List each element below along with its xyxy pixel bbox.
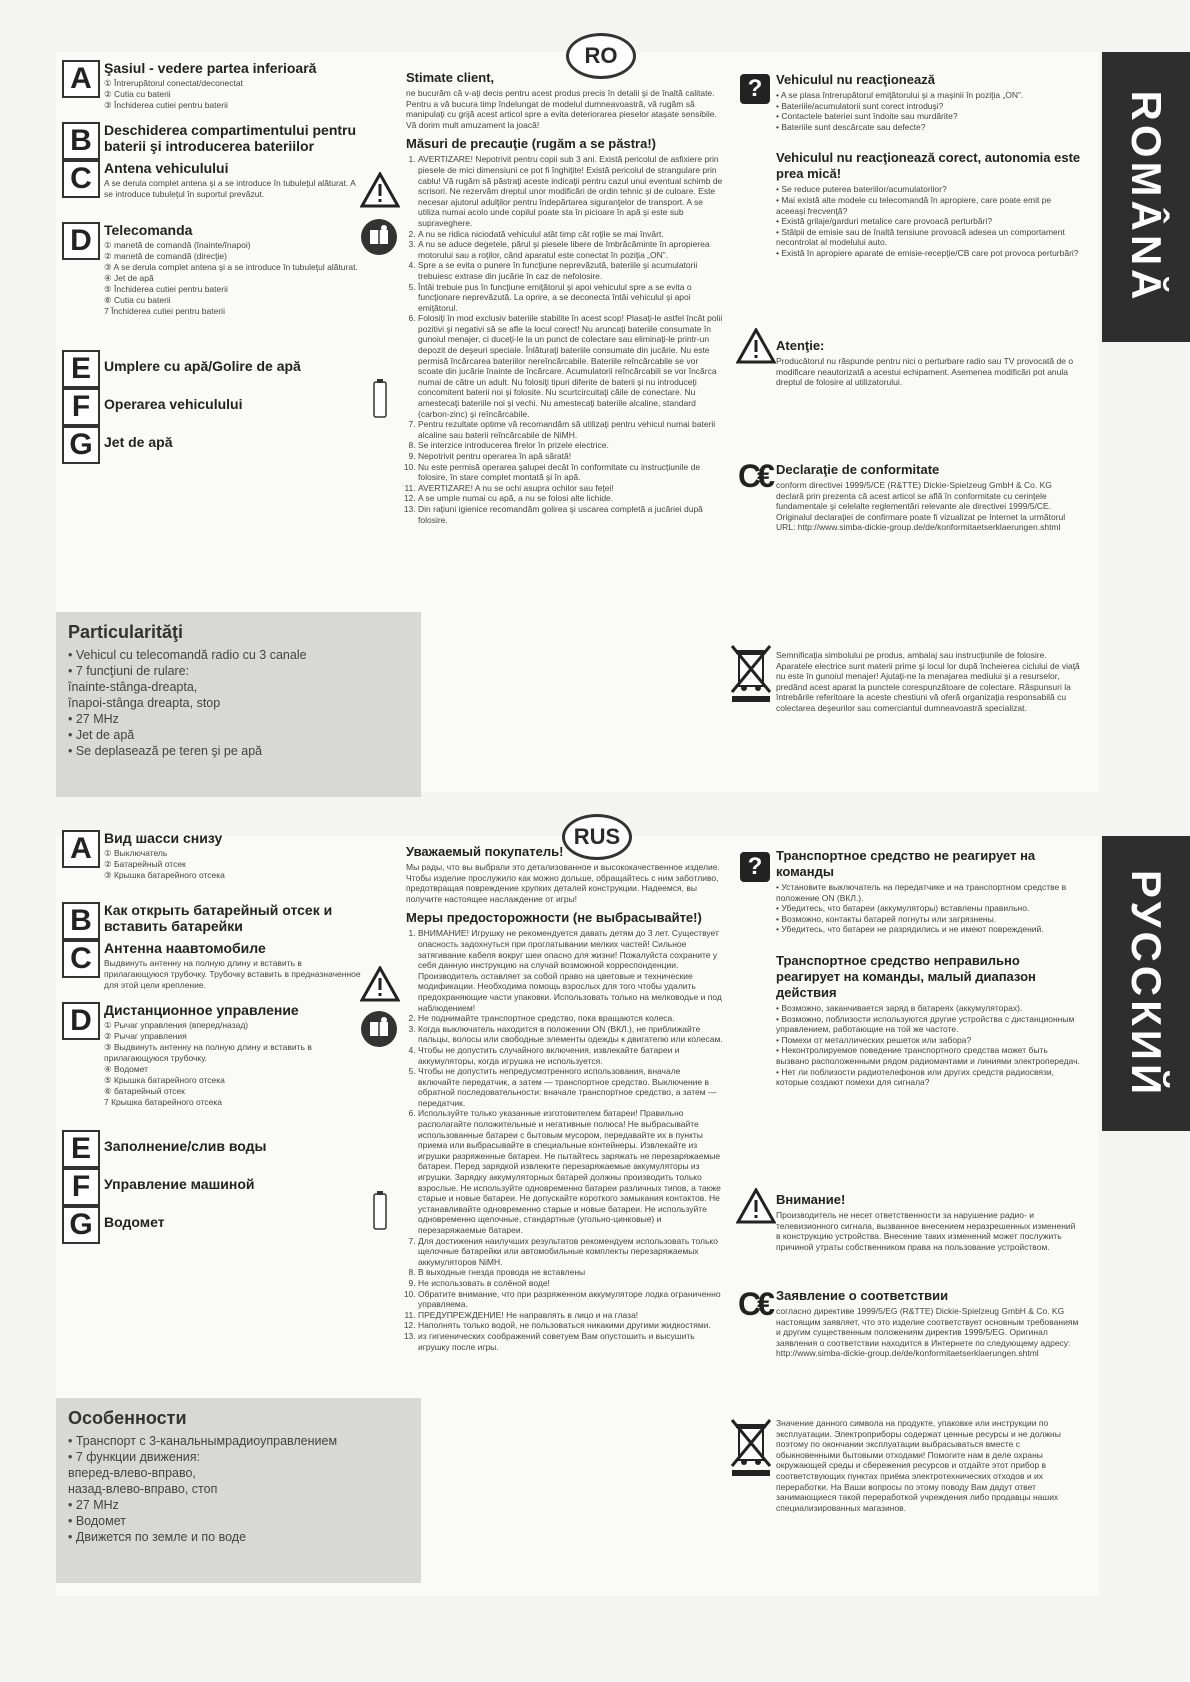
section-title: Telecomanda	[104, 222, 193, 238]
no-react-title: Vehiculul nu reacţionează	[776, 72, 935, 87]
list-item: • Возможно, поблизости используются другие устройства с дистанционным управлением, работающие на той же частоте.	[776, 1013, 1075, 1035]
ro-troubleshoot	[776, 72, 1081, 259]
attention-title: Внимание!	[776, 1192, 846, 1207]
section-letter: E	[62, 1130, 100, 1168]
ru-language-label: РУССКИЙ	[1123, 869, 1170, 1098]
section-letter: G	[62, 426, 100, 464]
list-item: ② manetă de comandă (direcţie)	[104, 251, 227, 261]
warning-icon	[360, 966, 400, 1002]
ru-section-c	[62, 940, 362, 991]
list-item: ① Рычаг управления (вперед/назад)	[104, 1020, 249, 1030]
precaution-item: 3. A nu se aduce degetele, părul şi piesele libere de îmbrăcăminte în apropierea motorului sau a roţilor, când aparatul este conectat în poziţia „ON”.	[418, 239, 724, 260]
section-letter: F	[62, 1168, 100, 1206]
feature-item: • Транспорт с 3-канальнымрадиоуправлением	[68, 1434, 338, 1448]
ro-language-tab	[1102, 52, 1190, 342]
section-title: Operarea vehiculului	[104, 396, 243, 412]
precaution-item: 3. Когда выключатель находится в положении ON (ВКЛ.), не приближайте пальцы, волосы или свободные элементы одежды к двигателю или колесам.	[418, 1024, 724, 1045]
precaution-item: 2. A nu se ridica niciodată vehiculul atât timp cât roţile se mai învârt.	[418, 229, 724, 240]
feature-item: • Vehicul cu telecomandă radio cu 3 canale	[68, 648, 307, 662]
ro-section-e	[62, 350, 362, 385]
ru-section-g	[62, 1206, 362, 1241]
section-title: Deschiderea compartimentului pentru baterii şi introducerea bateriilor	[104, 122, 357, 154]
section-description: A se derula complet antena şi a se introduce în tubuleţul alăturat. A se introduce tubuleţul în suportul prevăzut.	[104, 178, 356, 199]
feature-item: • 27 MHz	[68, 1498, 119, 1512]
list-item: • Bateriile/acumulatorii sunt corect introduşi?	[776, 100, 944, 111]
precaution-item: 9. Nepotrivit pentru operarea în apă sărată!	[418, 451, 724, 462]
precaution-item: 6. Используйте только указанные изготовителем батареи! Правильно располагайте положительные и негативные полюса! Не выбрасывайте использованные батареи с бытовым мусором, передавайте их в пункты приема или выбрасывайте в специальные контейнеры. Извлекайте из игрушки разряженные батареи. Не пытайтесь заряжать не перезаряжаемые батареи. Перед зарядкой извлеките перезаряжаемые аккумуляторы из игрушки. Зарядку аккумуляторных батарей должны производить только взрослые. Не используйте одновременно батареи различных типов, а также старые и новые батареи. Не допускайте короткого замыкания контактов. Не устанавливайте одновременно старые и новые батареи. Не используйте одновременно щелочные, стандартные (угольно-цинковые) и перезаряжаемые батареи.	[418, 1108, 724, 1235]
feature-item: • Se deplasează pe teren şi pe apă	[68, 744, 263, 758]
precautions-title: Măsuri de precauţie (rugăm a se păstra!)	[406, 136, 656, 152]
battery-icon	[373, 1190, 387, 1230]
list-item: ③ Închiderea cutiei pentru baterii	[104, 100, 228, 110]
attention-title: Atenţie:	[776, 338, 825, 353]
disposal-text: Semnificaţia simbolului pe produs, ambalaj sau instrucţiunile de folosire. Aparatele electrice sunt materii prime şi locul lor după încheierea ciclului de viaţă nu este în gunoiul menajer! Ajutaţi-ne la menajarea mediului şi a resurselor, predând acest aparat la punctele corespunzătoare de colectare. Răspunsuri la întrebările referitoare la aceste chestiuni vă oferă organizaţia responsabilă cu colectarea deşeurilor sau comerciantul dumneavoastră specializat.	[776, 650, 1080, 713]
list-item: ② Cutia cu baterii	[104, 89, 171, 99]
precaution-item: 13. Din raţiuni igienice recomandăm golirea şi uscarea completă a jucăriei după folosire.	[418, 504, 724, 525]
section-title: Антенна наавтомобиле	[104, 940, 266, 956]
no-react-title: Транспортное средство не реагирует на команды	[776, 848, 1036, 879]
declaration-title: Declaraţie de conformitate	[776, 462, 940, 477]
list-item: 7 Închiderea cutiei pentru baterii	[104, 306, 225, 316]
ru-section-a	[62, 830, 362, 881]
section-title: Şasiul - vedere partea inferioară	[104, 60, 317, 76]
wrong-react-title: Транспортное средство неправильно реагирует на команды, малый диапазон действия	[776, 952, 1036, 1000]
list-item: • Există grilaje/garduri metalice care provoacă perturbări?	[776, 216, 993, 227]
list-item: ③ Выдвинуть антенну на полную длину и вставить в прилагающуюся трубочку.	[104, 1042, 312, 1063]
ru-language-badge: RUS	[562, 814, 632, 860]
list-item: • A se plasa întrerupătorul emiţătorului şi a maşinii în poziţia „ON”.	[776, 90, 1024, 100]
ro-features-box	[56, 612, 421, 797]
ro-section-f	[62, 388, 362, 423]
list-item: • Помехи от металлических решеток или забора?	[776, 1034, 972, 1045]
list-item: • Установите выключатель на передатчике и на транспортном средстве в положение ON (ВКЛ.).	[776, 882, 1067, 903]
list-item: ② Рычаг управления	[104, 1031, 187, 1041]
section-description: Выдвинуть антенну на полную длину и вставить в прилагающуюся трубочку. Трубочку вставить в предназначенное для этой цели крепление.	[104, 958, 361, 990]
attention-text: Производитель не несет ответственности за нарушение радио- и телевизионного сигнала, вызванное внесением неразрешенных изменений в конструкцию устройства. Внесение таких изменений может послужить причиной утраты собственником права на пользование устройством.	[776, 1210, 1076, 1252]
features-title: Particularităţi	[68, 622, 184, 642]
ru-disposal	[776, 1418, 1081, 1513]
section-title: Водомет	[104, 1214, 165, 1230]
section-title: Umplere cu apă/Golire de apă	[104, 358, 301, 374]
ro-language-label: ROMÂNĂ	[1123, 90, 1170, 304]
greeting-title: Уважаемый покупатель!	[406, 844, 564, 859]
battery-icon	[373, 378, 387, 418]
warning-icon	[736, 1188, 776, 1224]
ro-section-b	[62, 122, 362, 157]
precaution-item: 4. Чтобы не допустить случайного включения, извлекайте батареи и аккумуляторы, когда игрушка не используется.	[418, 1045, 724, 1066]
attention-text: Producătorul nu răspunde pentru nici o perturbare radio sau TV provocată de o modificare neautorizată a acestui echipament. Asemenea modificări pot anula dreptul de folosire al utilizatorului.	[776, 356, 1074, 388]
weee-bin-icon	[728, 1416, 774, 1478]
list-item: ① Выключатель	[104, 848, 168, 858]
declaration-title: Заявление о соответствии	[776, 1288, 949, 1303]
section-letter: B	[62, 902, 100, 940]
list-item: • Неконтролируемое поведение транспортного средства может быть вызвано расположенными рядом радиомачтами и линиями электропередач.	[776, 1045, 1080, 1066]
ru-features-box	[56, 1398, 421, 1583]
ce-mark-icon: C€	[738, 458, 771, 494]
precaution-item: 8. Se interzice introducerea firelor în prizele electrice.	[418, 440, 724, 451]
list-item: ⑤ Închiderea cutiei pentru baterii	[104, 284, 228, 294]
ro-section-a	[62, 60, 362, 111]
precaution-item: 11. AVERTIZARE! A nu se ochi asupra ochilor sau feţei!	[418, 483, 724, 494]
declaration-text: согласно директиве 1999/5/EG (R&TTE) Dickie-Spielzeug GmbH & Co. KG настоящим заявляет, что это изделие соответствует основным требованиям и другим существенным положениям директив 1999/5/EG. Оригинал заявления о соответствии находится в Интернете по следующему адресу: http://www.simba-dickie-group.de/de/konformitaetserklaerungen.shtml	[776, 1306, 1079, 1359]
ru-section-f	[62, 1168, 362, 1203]
precaution-item: 7. Pentru rezultate optime vă recomandăm să utilizaţi pentru vehicul numai baterii alcaline sau baterii reîncărcabile de NiMH.	[418, 419, 724, 440]
feature-item: назад-влево-вправо, стоп	[68, 1482, 218, 1496]
list-item: ③ Крышка батарейного отсека	[104, 870, 225, 880]
precaution-item: 10. Nu este permisă operarea şalupei decât în conformitate cu instrucţiunile de folosire, în stare complet montată şi în apă.	[418, 462, 724, 483]
disposal-text: Значение данного символа на продукте, упаковке или инструкции по эксплуатации. Электроприборы содержат ценные ресурсы и не должны поэтому по окончании эксплуатации выбрасываться вместе с обыкновенными бытовыми отходами! Помогите нам в деле охраны окружающей среды и сбережения ресурсов и отдайте этот прибор в соответствующих пунктах приёма электротехнических отходов и их переработки. На Ваши вопросы по этому поводу Вам дадут ответ занимающиеся такой переработкой учреждения либо продавцы наших специализированных магазинов.	[776, 1418, 1061, 1513]
greeting-text: Мы рады, что вы выбрали это детализованное и высококачественное изделие. Чтобы изделие прослужило как можно дольше, обращайтесь с ним заботливо, предотвращая повреждение хрупких деталей конструкции. Надеемся, вы получите настоящее наслаждение от игры!	[406, 862, 720, 904]
ru-language-tab	[1102, 836, 1190, 1131]
section-letter: A	[62, 830, 100, 868]
ro-declaration	[776, 462, 1081, 533]
precaution-item: 6. Folosiţi în mod exclusiv bateriile stabilite în acest scop! Plasaţi-le astfel încât polii pozitivi şi negativi să se afle la locul corect! Nu aruncaţi bateriile consumate în gunoiul menajer, ci duceţi-le la un punct de colectare sau eliminaţi-le printr-un depozit de deşeuri speciale. Înlăturaţi bateriile consumate din jucărie. Nu este permisă încărcarea bateriilor nereîncărcabile. Bateriile reîncărcabile se vor scoate din jucărie înainte de încărcare. Acumulatorii reîncărcabili se vor încărca numai de către un adult. Nu folosiţi tipuri diferite de baterii şi nu introduceţi concomitent baterii noi şi folosite. Nu scurtcircuitaţi căile de conectare. Nu amestecaţi bateriile noi şi vechi. Nu amestecaţi bateriile alcaline, standard (carbon-zinc) şi reîncărcabile.	[418, 313, 724, 419]
section-title: Управление машиной	[104, 1176, 255, 1192]
list-item: ④ Водомет	[104, 1064, 149, 1074]
section-title: Дистанционное управление	[104, 1002, 299, 1018]
section-letter: B	[62, 122, 100, 160]
section-letter: D	[62, 222, 100, 260]
precaution-item: 7. Для достижения наилучших результатов рекомендуем использовать только щелочные батарейки или автомобильные комплекты перезаряжаемых аккумуляторов NiMH.	[418, 1236, 724, 1268]
list-item: ⑥ батарейный отсек	[104, 1086, 185, 1096]
list-item: • Stâlpii de emisie sau de înaltă tensiune provoacă adesea un comportament necontrolat al modelului auto.	[776, 226, 1065, 248]
list-item: ④ Jet de apă	[104, 273, 154, 283]
feature-item: • 7 funcţiuni de rulare:	[68, 664, 190, 678]
section-letter: F	[62, 388, 100, 426]
precaution-item: 5. Чтобы не допустить непредусмотренного использования, вначале включайте передатчик, а затем — транспортное средство. Выключение в обратной последовательности: вначале транспортное средство, а затем — передатчик.	[418, 1066, 724, 1108]
precaution-item: 5. Întâi trebuie pus în funcţiune emiţătorul şi apoi vehiculul spre a se evita o funcţionare neprevăzută. La oprire, a se deconecta întâi vehiculul şi apoi emiţătorul.	[418, 282, 724, 314]
precaution-item: 2. Не поднимайте транспортное средство, пока вращаются колеса.	[418, 1013, 724, 1024]
section-letter: C	[62, 160, 100, 198]
section-title: Вид шасси снизу	[104, 830, 223, 846]
list-item: • Убедитесь, что батареи (аккумуляторы) вставлены правильно.	[776, 903, 1030, 914]
list-item: • Bateriile sunt descărcate sau defecte?	[776, 121, 926, 132]
section-letter: A	[62, 60, 100, 98]
warning-icon	[360, 172, 400, 208]
precaution-item: 8. В выходные гнезда провода не вставлены	[418, 1267, 724, 1278]
section-letter: G	[62, 1206, 100, 1244]
feature-item: înainte-stânga-dreapta,	[68, 680, 198, 694]
list-item: • Убедитесь, что батареи не разрядились и не имеют повреждений.	[776, 924, 1044, 935]
greeting-title: Stimate client,	[406, 70, 495, 85]
ro-disposal	[776, 650, 1081, 714]
precaution-item: 13. из гигиенических соображений советуем Вам опустошить и высушить игрушку после игры.	[418, 1331, 724, 1352]
precaution-item: 11. ПРЕДУПРЕЖДЕНИЕ! Не направлять в лицо и на глаза!	[418, 1310, 724, 1321]
manual-icon	[360, 1010, 398, 1048]
list-item: ① Întrerupătorul conectat/deconectat	[104, 78, 243, 88]
ru-middle-column	[406, 844, 724, 1352]
list-item: ③ A se derula complet antena şi a se introduce în tubuleţul alăturat.	[104, 262, 358, 272]
declaration-text: conform directivei 1999/5/CE (R&TTE) Dickie-Spielzeug GmbH & Co. KG declară prin prezenta că acest articol se află în conformitate cu cerinţele fundamentale şi celelalte reglementări relevante ale directivei 1999/5/CE. Originalul declaraţiei de confirmare poate fi vizualizat pe Internet la următorul URL: http://www.simba-dickie-group.de/de/konformitaetserklaerungen.shtml	[776, 480, 1066, 533]
feature-item: înapoi-stânga dreapta, stop	[68, 696, 221, 710]
features-title: Особенности	[68, 1408, 187, 1428]
ro-language-badge: RO	[566, 33, 636, 79]
greeting-text: ne bucurăm că v-aţi decis pentru acest produs precis în detalii şi de înaltă calitate. Pentru a vă bucura timp îndelungat de modelul dumneavoastră, vă rugăm să manipulaţi cu grijă acest articol spre a evita deteriorarea pieselor ataşate sensibile. Vă dorim mult amuzament la joacă!	[406, 88, 717, 130]
ru-section-e	[62, 1130, 362, 1165]
precautions-title: Меры предосторожности (не выбрасывайте!)	[406, 910, 702, 926]
question-icon: ?	[740, 852, 770, 882]
section-title: Jet de apă	[104, 434, 173, 450]
ru-declaration	[776, 1288, 1081, 1359]
ro-section-d	[62, 222, 362, 317]
precaution-item: 12. Наполнять только водой, не пользоваться никакими другими жидкостями.	[418, 1320, 724, 1331]
list-item: • Contactele bateriei sunt îndoite sau murdărite?	[776, 111, 958, 122]
ro-section-c	[62, 160, 362, 200]
feature-item: • Водомет	[68, 1514, 126, 1528]
ru-section-d	[62, 1002, 362, 1108]
list-item: ⑥ Cutia cu baterii	[104, 295, 171, 305]
feature-item: • Движется по земле и по воде	[68, 1530, 247, 1544]
list-item: • Возможно, заканчивается заряд в батареях (аккумуляторах).	[776, 1002, 1023, 1013]
list-item: • Există în apropiere aparate de emisie-recepţie/CB care pot provoca perturbări?	[776, 247, 1079, 258]
list-item: ⑤ Крышка батарейного отсека	[104, 1075, 225, 1085]
ro-attention	[776, 338, 1081, 388]
precaution-item: 4. Spre a se evita o punere în funcţiune neprevăzută, bateriile şi acumulatorii trebuiesc extrase din jucărie în caz de nefolosire.	[418, 260, 724, 281]
ro-middle-column	[406, 70, 724, 525]
precaution-item: 1. AVERTIZARE! Nepotrivit pentru copii sub 3 ani. Există pericolul de asfixiere prin piesele de mici dimensiuni ce pot fi înghiţite! Există pericolul de strangulare prin cablu! Vă rugăm să păstraţi aceste indicaţii pentru cazul unui eventual schimb de scrisori. Ne rezervăm dreptul unor modificări de ordin tehnic şi de culoare. Este necesar ajutorul adulţilor pentru îndepărtarea siguranţelor de transport. A se utiliza numai acolo unde copilul poate sta în picioare în apă şi este sub supraveghere.	[418, 154, 724, 228]
feature-item: вперед-влево-вправо,	[68, 1466, 196, 1480]
ru-attention	[776, 1192, 1081, 1252]
precaution-item: 12. A se umple numai cu apă, a nu se folosi alte lichide.	[418, 493, 724, 504]
ro-section-g	[62, 426, 362, 461]
ru-troubleshoot	[776, 848, 1081, 1088]
section-title: Как открыть батарейный отсек и вставить батарейки	[104, 902, 333, 934]
section-title: Antena vehiculului	[104, 160, 229, 176]
list-item: • Mai există alte modele cu telecomandă în apropiere, care poate emit pe aceeaşi frecvenţă?	[776, 194, 1052, 216]
question-icon: ?	[740, 74, 770, 104]
feature-item: • 27 MHz	[68, 712, 119, 726]
feature-item: • Jet de apă	[68, 728, 135, 742]
list-item: • Возможно, контакты батарей погнуты или загрязнены.	[776, 913, 997, 924]
warning-icon	[736, 328, 776, 364]
weee-bin-icon	[728, 642, 774, 704]
precaution-item: 1. ВНИМАНИЕ! Игрушку не рекомендуется давать детям до 3 лет. Существует опасность задохнуться при проглатывании мелких частей! Сильное затягивание кабеля вокруг шеи опасно для жизни! Пожалуйста сохраните у себя данную инструкцию на случай возможной корреспонденции. Производитель оставляет за собой право на цветовые и технические модификации. Необходима помощь взрослых для того чтобы удалить предохраняющие части упаковки. Использовать только на мелководье и под наблюдением!	[418, 928, 724, 1013]
manual-icon	[360, 218, 398, 256]
list-item: ② Батарейный отсек	[104, 859, 186, 869]
section-letter: E	[62, 350, 100, 388]
list-item: 7 Крышка батарейного отсека	[104, 1097, 223, 1107]
section-letter: C	[62, 940, 100, 978]
list-item: • Se reduce puterea bateriilor/acumulatorilor?	[776, 184, 947, 195]
wrong-react-title: Vehiculul nu reacţionează corect, autonomia este prea mică!	[776, 150, 1081, 182]
precaution-item: 9. Не использовать в солёной воде!	[418, 1278, 724, 1289]
list-item: • Нет ли поблизости радиотелефонов или других средств радиосвязи, которые создают помехи для сигнала?	[776, 1066, 1054, 1088]
section-title: Заполнение/слив воды	[104, 1138, 267, 1154]
feature-item: • 7 функции движения:	[68, 1450, 200, 1464]
ru-section-b	[62, 902, 362, 937]
ce-mark-icon: C€	[738, 1286, 771, 1322]
precaution-item: 10. Обратите внимание, что при разряженном аккумуляторе лодка ограниченно управляема.	[418, 1289, 724, 1310]
list-item: ① manetă de comandă (înainte/înapoi)	[104, 240, 251, 250]
section-letter: D	[62, 1002, 100, 1040]
